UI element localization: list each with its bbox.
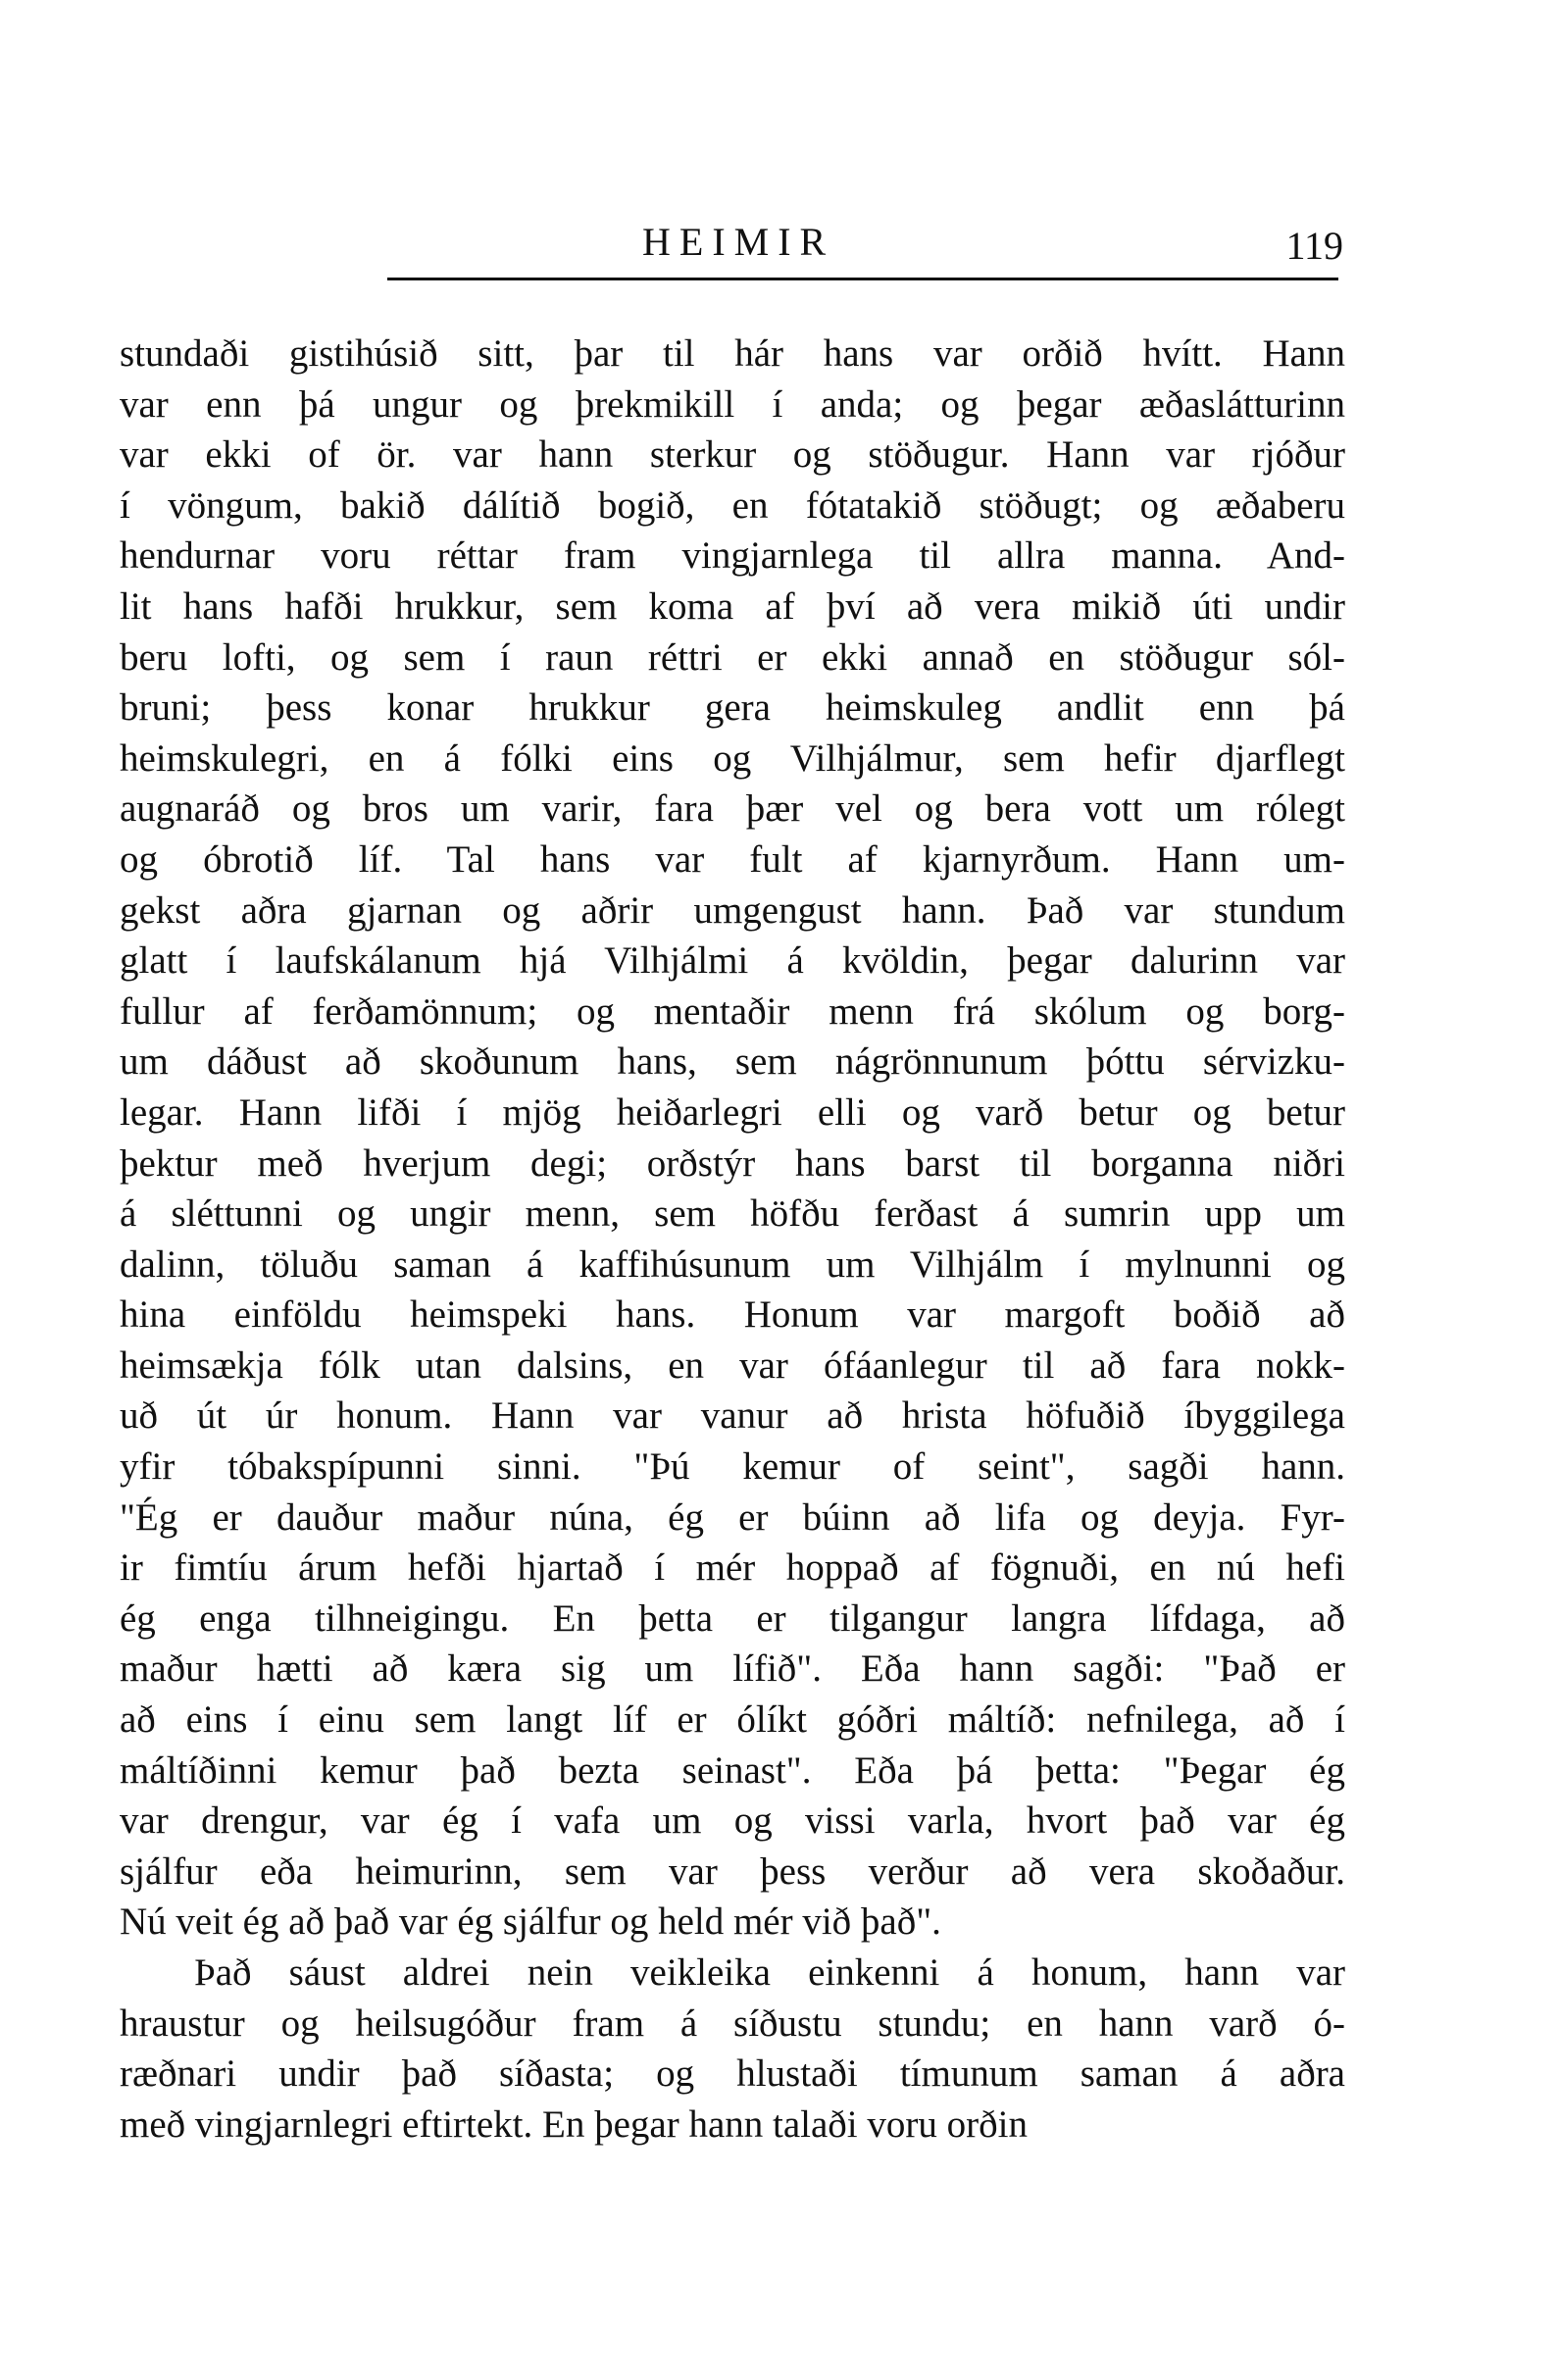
text-line: heimskulegri, en á fólki eins og Vilhjálmur, sem hefir djarflegt (120, 736, 1345, 780)
text-line: ræðnari undir það síðasta; og hlustaði tímunum saman á aðra (120, 2052, 1345, 2096)
text-line: uð út úr honum. Hann var vanur að hrista höfuðið íbyggilega (120, 1394, 1345, 1438)
text-line: dalinn, töluðu saman á kaffihúsunum um Vilhjálm í mylnunni og (120, 1242, 1345, 1286)
text-line: með vingjarnlegri eftirtekt. En þegar hann talaði voru orðin (120, 2102, 1028, 2146)
text-line: hraustur og heilsugóður fram á síðustu stundu; en hann varð ó- (120, 2001, 1345, 2045)
text-line: augnaráð og bros um varir, fara þær vel og bera vott um rólegt (120, 787, 1345, 831)
text-line: var ekki of ör. var hann sterkur og stöðugur. Hann var rjóður (120, 433, 1345, 477)
text-line: ir fimtíu árum hefði hjartað í mér hoppað af fögnuði, en nú hefi (120, 1546, 1345, 1590)
text-line: bruni; þess konar hrukkur gera heimskuleg andlit enn þá (120, 686, 1345, 730)
text-line: ég enga tilhneigingu. En þetta er tilgangur langra lífdaga, að (120, 1596, 1345, 1640)
text-line: legar. Hann lifði í mjög heiðarlegri elli og varð betur og betur (120, 1090, 1345, 1134)
text-line: glatt í laufskálanum hjá Vilhjálmi á kvöldin, þegar dalurinn var (120, 939, 1345, 983)
text-line: lit hans hafði hrukkur, sem koma af því að vera mikið úti undir (120, 584, 1345, 628)
text-line: var enn þá ungur og þrekmikill í anda; og þegar æðaslátturinn (120, 382, 1345, 426)
text-line: "Ég er dauður maður núna, ég er búinn að lifa og deyja. Fyr- (120, 1495, 1345, 1539)
text-line: hina einföldu heimspeki hans. Honum var margoft boðið að (120, 1293, 1345, 1337)
text-line: fullur af ferðamönnum; og mentaðir menn frá skólum og borg- (120, 989, 1345, 1033)
paragraph (120, 1948, 1345, 2150)
text-line: að eins í einu sem langt líf er ólíkt góðri máltíð: nefnilega, að í (120, 1698, 1345, 1742)
text-line: Það sáust aldrei nein veikleika einkenni á honum, hann var (194, 1951, 1345, 1994)
header-rule (387, 278, 1338, 280)
text-line: um dáðust að skoðunum hans, sem nágrönnunum þóttu sérvizku- (120, 1040, 1345, 1084)
text-line: í vöngum, bakið dálítið bogið, en fótatakið stöðugt; og æðaberu (120, 483, 1345, 527)
text-line: máltíðinni kemur það bezta seinast". Eða þá þetta: "Þegar ég (120, 1748, 1345, 1792)
page-number: 119 (1285, 224, 1343, 268)
text-line: maður hætti að kæra sig um lífið". Eða hann sagði: "Það er (120, 1647, 1345, 1691)
text-line: Nú veit ég að það var ég sjálfur og held mér við það". (120, 1900, 941, 1944)
text-line: var drengur, var ég í vafa um og vissi varla, hvort það var ég (120, 1799, 1345, 1843)
running-header (123, 201, 1353, 279)
text-line: á sléttunni og ungir menn, sem höfðu ferðast á sumrin upp um (120, 1192, 1345, 1236)
text-line: og óbrotið líf. Tal hans var fult af kjarnyrðum. Hann um- (120, 837, 1345, 881)
text-line: þektur með hverjum degi; orðstýr hans barst til borganna niðri (120, 1141, 1345, 1185)
text-line: stundaði gistihúsið sitt, þar til hár hans var orðið hvítt. Hann (120, 332, 1345, 375)
paragraph (120, 329, 1345, 1948)
text-line: yfir tóbakspípunni sinni. "Þú kemur of seint", sagði hann. (120, 1445, 1345, 1489)
running-title: HEIMIR (642, 220, 835, 264)
text-line: heimsækja fólk utan dalsins, en var ófáanlegur til að fara nokk- (120, 1343, 1345, 1387)
text-line: beru lofti, og sem í raun réttri er ekki annað en stöðugur sól- (120, 635, 1345, 679)
text-line: hendurnar voru réttar fram vingjarnlega til allra manna. And- (120, 534, 1345, 578)
text-line: sjálfur eða heimurinn, sem var þess verður að vera skoðaður. (120, 1849, 1345, 1893)
body-text (120, 329, 1345, 2150)
text-line: gekst aðra gjarnan og aðrir umgengust hann. Það var stundum (120, 888, 1345, 932)
